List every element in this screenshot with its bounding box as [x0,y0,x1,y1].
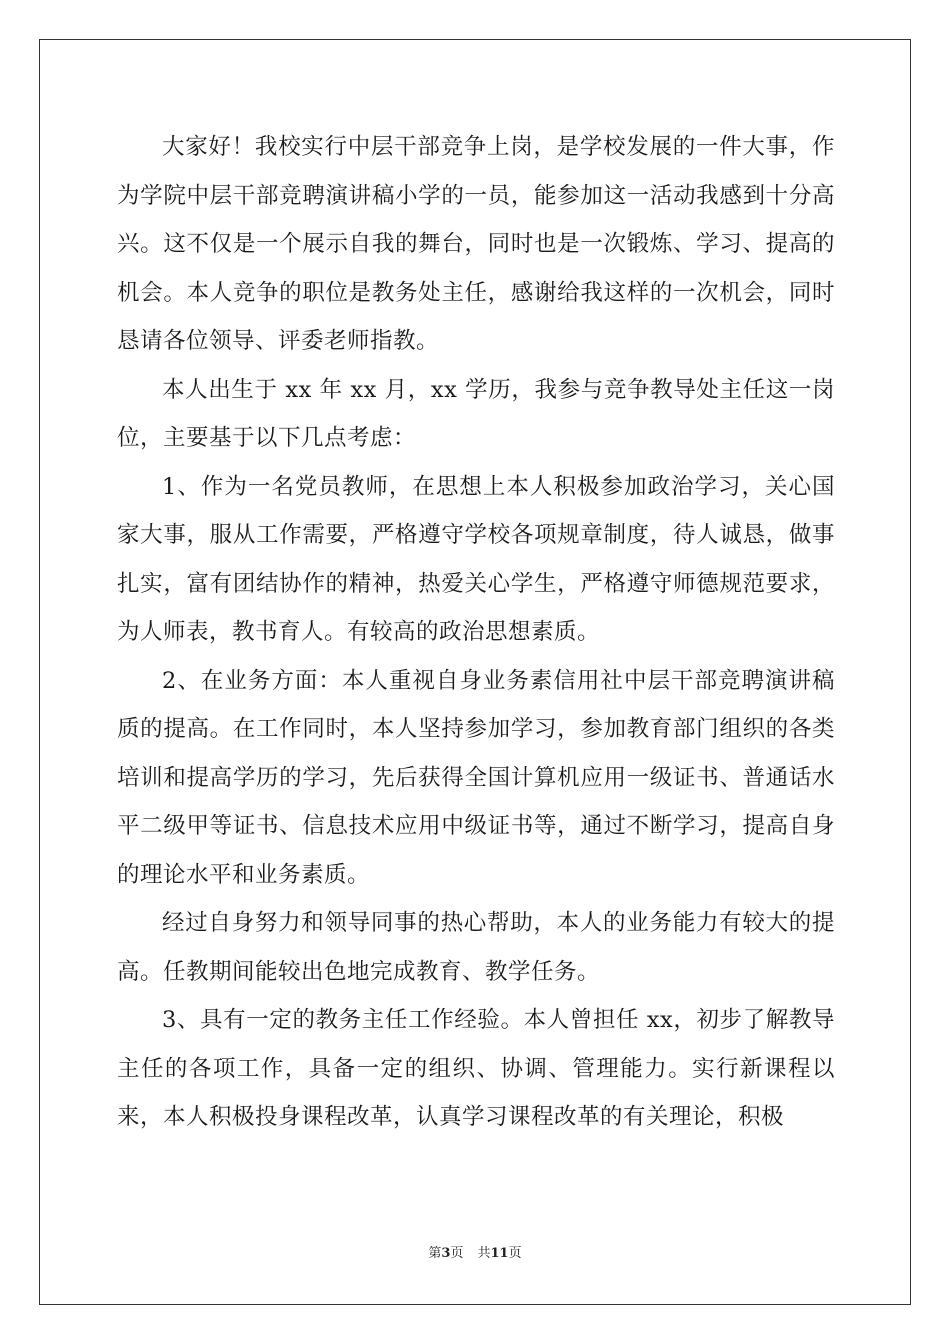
page-prefix: 第 [428,1246,442,1261]
total-suffix: 页 [508,1246,522,1261]
paragraph-point-2: 2、在业务方面：本人重视自身业务素信用社中层干部竞聘演讲稿质的提高。在工作同时，本人坚持参加学习，参加教育部门组织的各类培训和提高学历的学习，先后获得全国计算机应用一级证书、普通话水平二级甲等证书、信息技术应用中级证书等，通过不断学习，提高自身的理论水平和业务素质。 [117,667,835,888]
page-suffix: 页 [450,1246,464,1261]
paragraph-point-3: 3、具有一定的教务主任工作经验。本人曾担任 xx，初步了解教导主任的各项工作，具备一定的组织、协调、管理能力。实行新课程以来，本人积极投身课程改革，认真学习课程改革的有关理论，积极 [117,1007,835,1130]
document-body [117,123,835,1142]
paragraph-point-1: 1、作为一名党员教师，在思想上本人积极参加政治学习，关心国家大事，服从工作需要，严格遵守学校各项规章制度，待人诚恳，做事扎实，富有团结协作的精神，热爱关心学生，严格遵守师德规范要求，为人师表，教书育人。有较高的政治思想素质。 [117,473,835,645]
paragraph-background: 本人出生于 xx 年 xx 月，xx 学历，我参与竞争教导处主任这一岗位，主要基于以下几点考虑： [117,376,835,451]
page-number: 3 [441,1246,451,1261]
total-prefix: 共 [477,1246,491,1261]
paragraph-greeting: 大家好！我校实行中层干部竞争上岗，是学校发展的一件大事，作为学院中层干部竞聘演讲稿小学的一员，能参加这一活动我感到十分高兴。这不仅是一个展示自我的舞台，同时也是一次锻炼、学习、提高的机会。本人竞争的职位是教务处主任，感谢给我这样的一次机会，同时恳请各位领导、评委老师指教。 [117,134,835,354]
paragraph-improvement: 经过自身努力和领导同事的热心帮助，本人的业务能力有较大的提高。任教期间能较出色地完成教育、教学任务。 [117,910,835,985]
total-pages: 11 [490,1246,509,1261]
page-footer [0,1245,950,1263]
